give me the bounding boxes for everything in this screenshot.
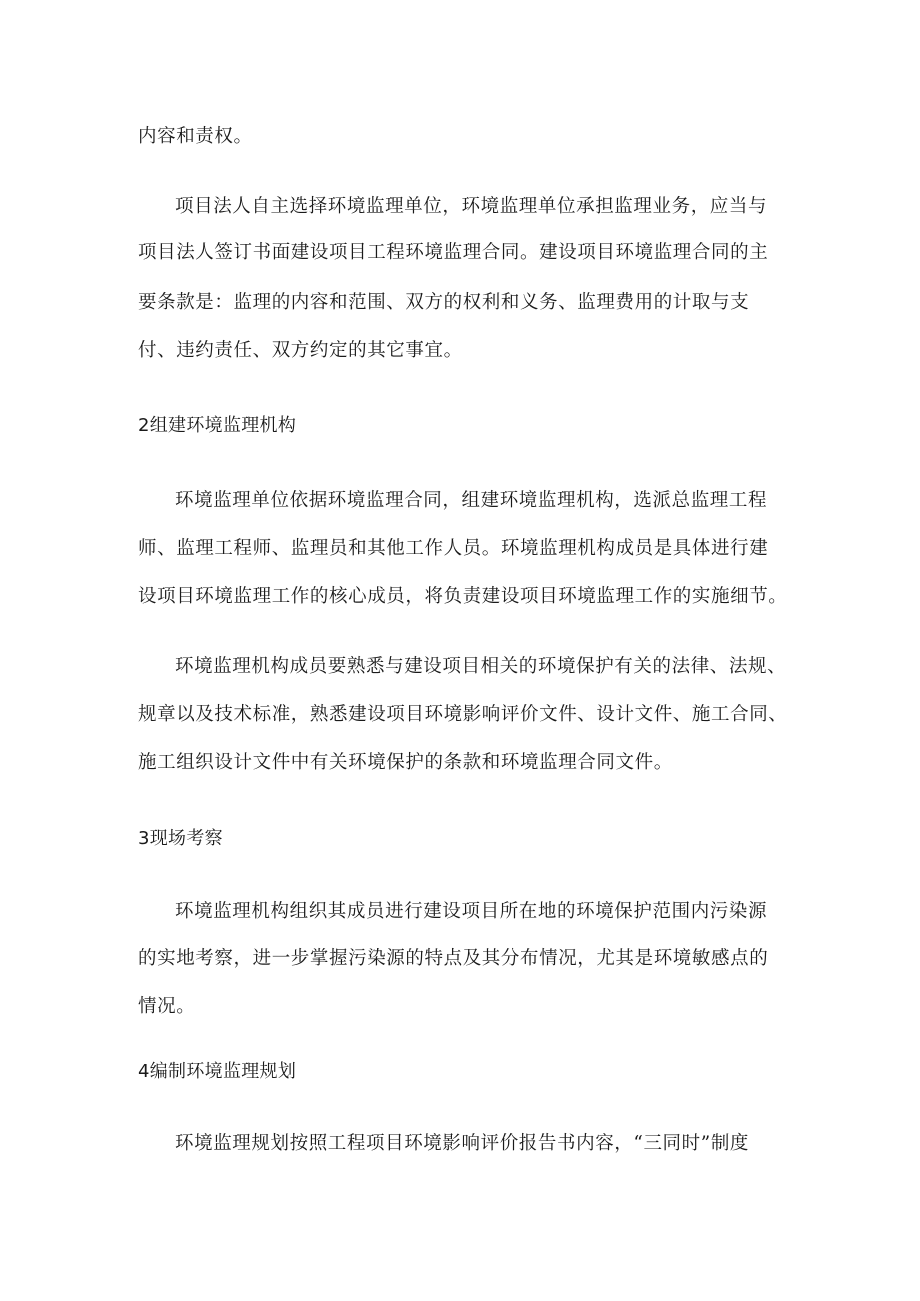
paragraph-line: 环境监理机构成员要熟悉与建设项目相关的环境保护有关的法律、法规、	[175, 656, 787, 677]
section-heading: 2组建环境监理机构	[138, 415, 297, 436]
paragraph-line: 设项目环境监理工作的核心成员，将负责建设项目环境监理工作的实施细节。	[138, 586, 788, 607]
paragraph-line: 要条款是：监理的内容和范围、双方的权利和义务、监理费用的计取与支	[138, 292, 750, 313]
paragraph-line: 内容和责权。	[138, 126, 253, 147]
paragraph-line: 的实地考察，进一步掌握污染源的特点及其分布情况，尤其是环境敏感点的	[138, 948, 769, 969]
paragraph-line: 项目法人自主选择环境监理单位，环境监理单位承担监理业务，应当与	[175, 196, 768, 217]
paragraph-line: 环境监理规划按照工程项目环境影响评价报告书内容，“三同时”制度	[175, 1133, 750, 1154]
paragraph-line: 师、监理工程师、监理员和其他工作人员。环境监理机构成员是具体进行建	[138, 538, 769, 559]
paragraph-line: 环境监理单位依据环境监理合同，组建环境监理机构，选派总监理工程	[175, 490, 768, 511]
paragraph-line: 施工组织设计文件中有关环境保护的条款和环境监理合同文件。	[138, 752, 673, 773]
paragraph-line: 情况。	[138, 996, 196, 1017]
paragraph-line: 项目法人签订书面建设项目工程环境监理合同。建设项目环境监理合同的主	[138, 242, 769, 263]
paragraph-line: 付、违约责任、双方约定的其它事宜。	[138, 340, 463, 361]
paragraph-line: 规章以及技术标准，熟悉建设项目环境影响评价文件、设计文件、施工合同、	[138, 704, 788, 725]
section-heading: 4编制环境监理规划	[138, 1061, 297, 1082]
paragraph-line: 环境监理机构组织其成员进行建设项目所在地的环境保护范围内污染源	[175, 901, 768, 922]
section-heading: 3现场考察	[138, 828, 223, 849]
